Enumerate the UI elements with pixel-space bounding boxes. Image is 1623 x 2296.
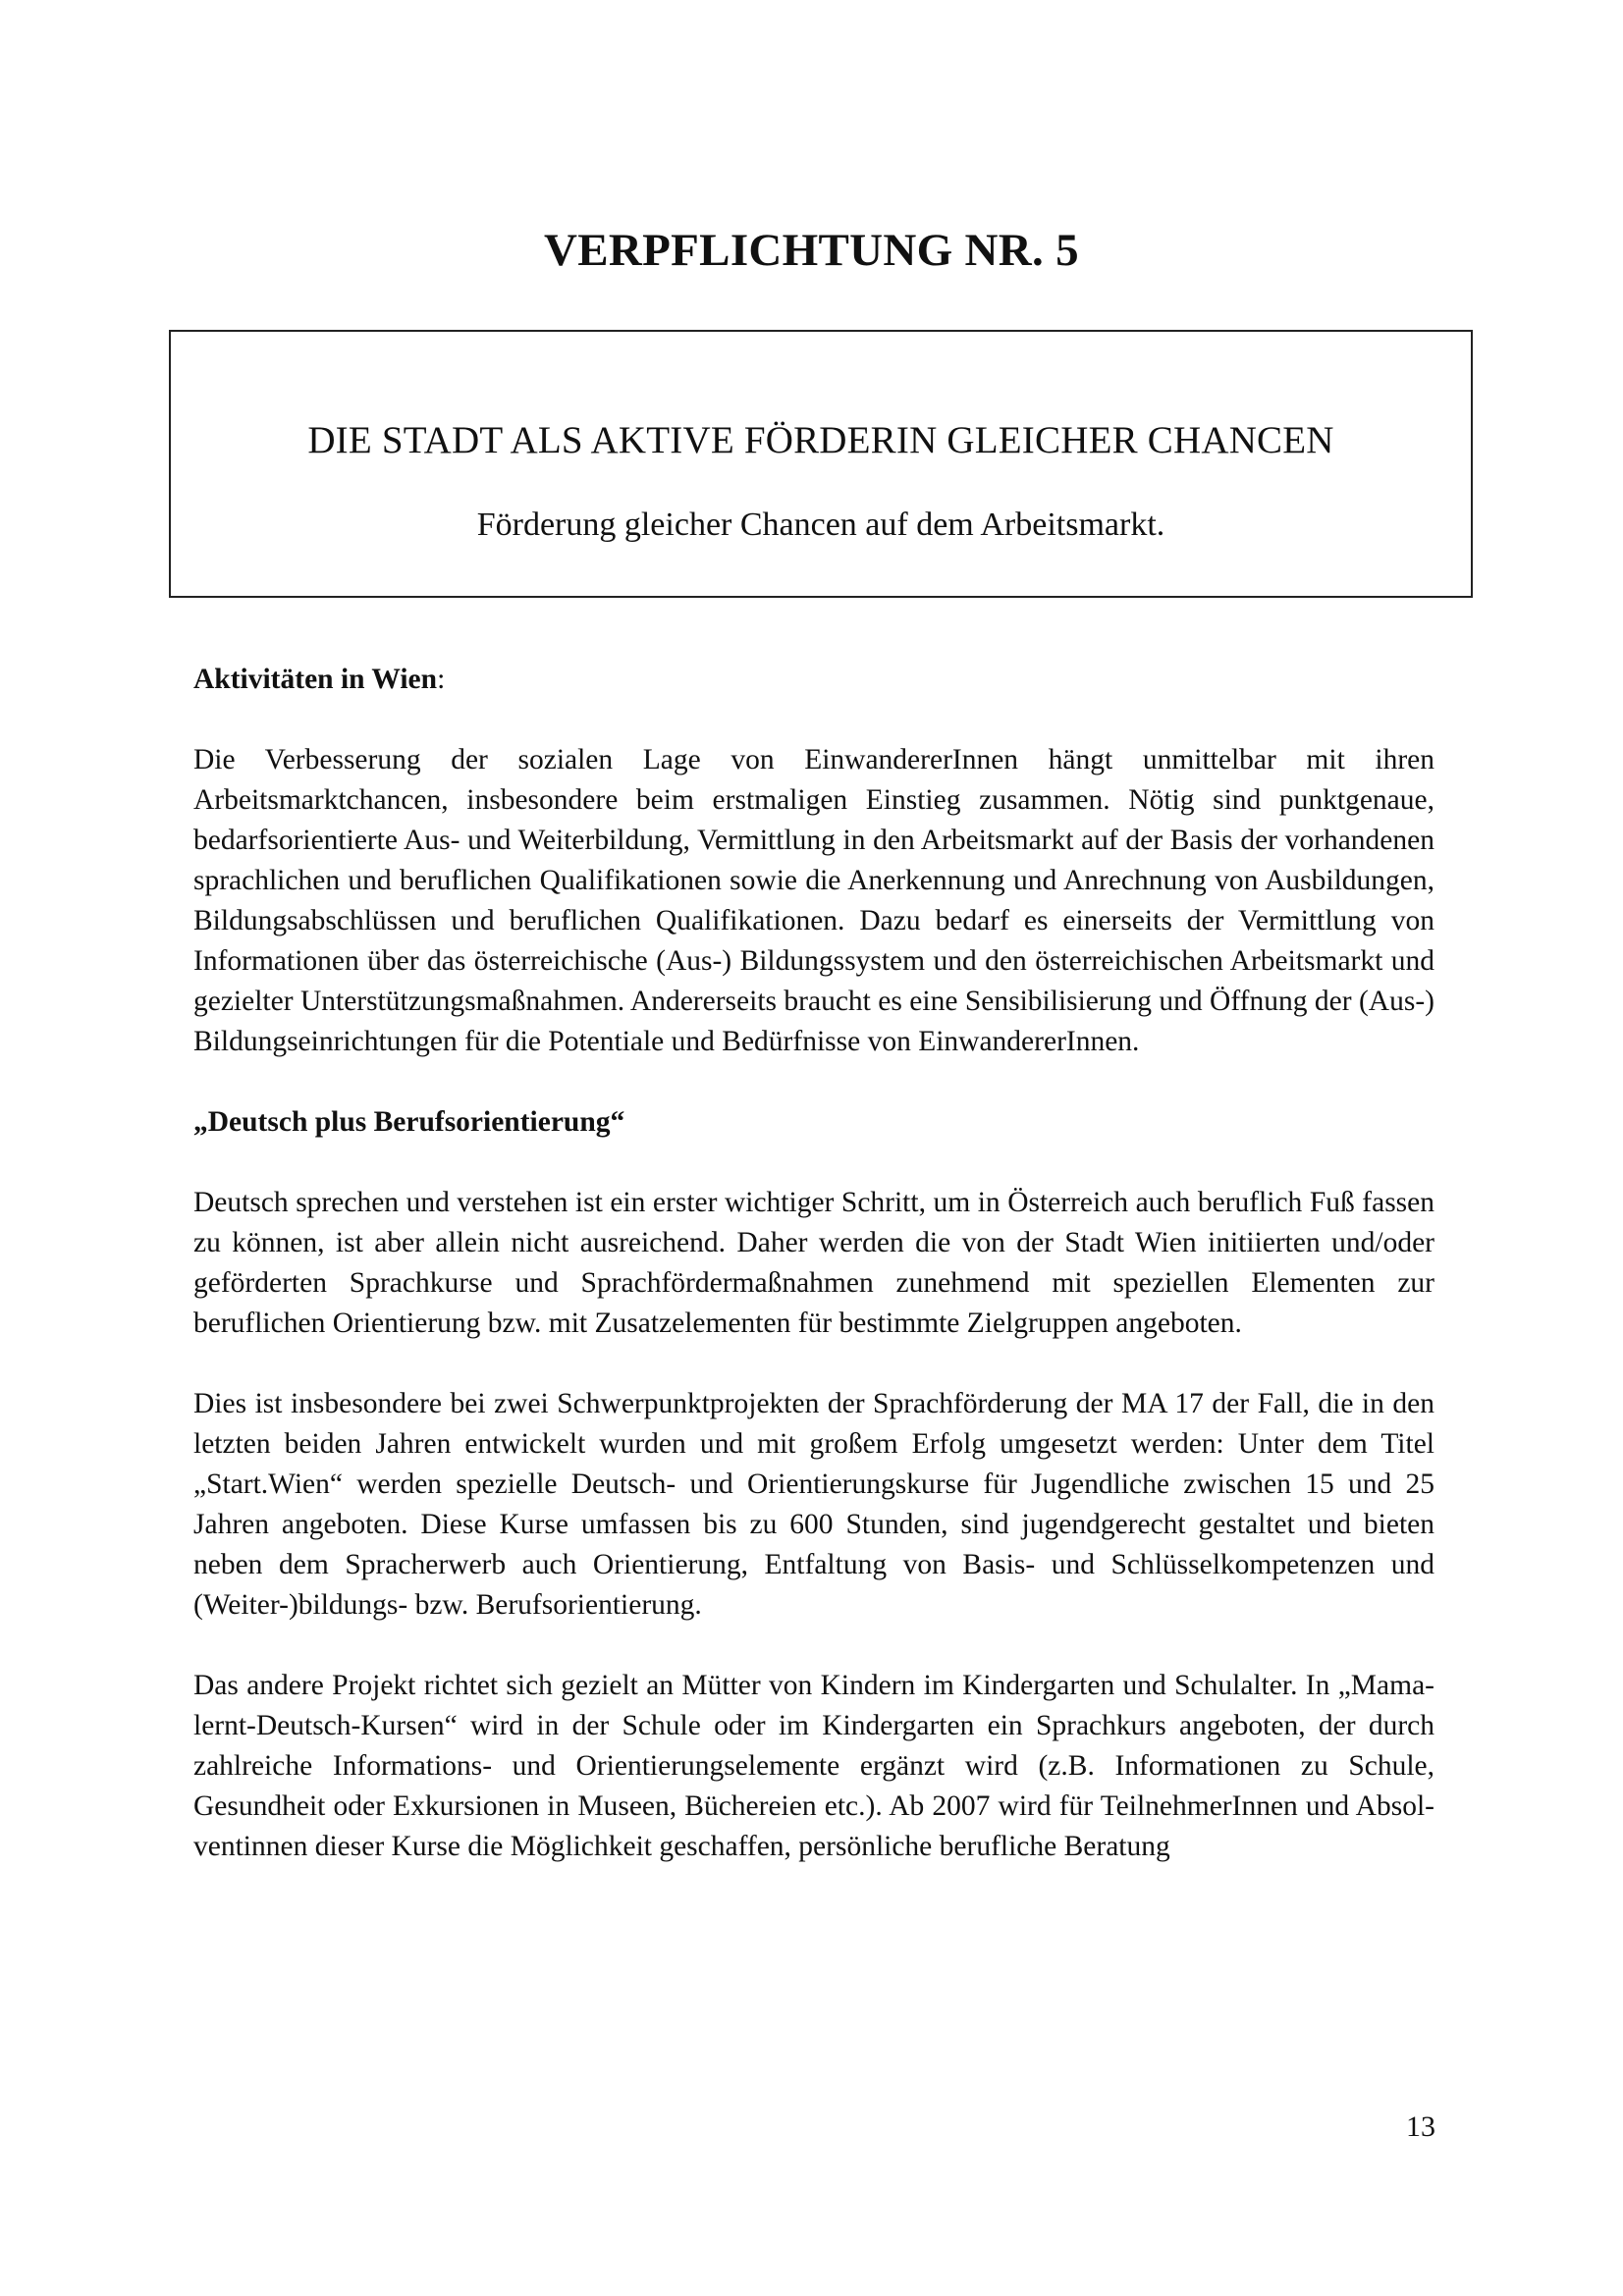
- section-heading-activities-text: Aktivitäten in Wien: [193, 664, 438, 695]
- paragraph-german-plus-2: Dies ist insbesondere bei zwei Schwerpunktprojekten der Sprachförderung der MA 17 der Fall, die in den letzten beiden Jahren entwickelt wurden und mit großem Erfolg umgesetzt werden: Unter dem Titel „Start.Wien“ werden spezielle Deutsch- und Orientierungskurse für Jugendliche zwischen 15 und 25 Jahren angeboten. Diese Kurse umfassen bis zu 600 Stunden, sind jugendgerecht gestaltet und bieten neben dem Spracherwerb auch Orientierung, Entfaltung von Basis- und Schlüsselkompetenzen und (Weiter-)bildungs- bzw. Berufsorientierung.: [193, 1388, 1434, 1621]
- document-body: [193, 660, 1434, 1907]
- page-number: 13: [1406, 2110, 1435, 2143]
- commitment-box: [169, 330, 1473, 598]
- box-subtitle: Förderung gleicher Chancen auf dem Arbeitsmarkt.: [476, 507, 1165, 543]
- section-heading-activities: [193, 660, 1434, 700]
- box-title: DIE STADT ALS AKTIVE FÖRDERIN GLEICHER CHANCEN: [307, 419, 1334, 461]
- paragraph-german-plus-1: Deutsch sprechen und verstehen ist ein erster wichtiger Schritt, um in Österreich auch beruflich Fuß fassen zu können, ist aber allein nicht ausreichend. Daher werden die von der Stadt Wien initiierten und/oder geförderten Sprachkurse und Sprachfördermaßnahmen zunehmend mit speziellen Elementen zur beruflichen Orientierung bzw. mit Zusatzelementen für bestimmte Zielgruppen angeboten.: [193, 1187, 1434, 1339]
- paragraph-german-plus-3: Das andere Projekt richtet sich gezielt an Mütter von Kindern im Kindergarten und Schulalter. In „Mama-lernt-Deutsch-Kursen“ wird in der Schule oder im Kindergarten ein Sprachkurs angeboten, der durch zahlreiche Informations- und Orientierungselemente ergänzt wird (z.B. Informationen zu Schule, Gesundheit oder Exkursionen in Museen, Büchereien etc.). Ab 2007 wird für TeilnehmerInnen und Absolventinnen dieser Kurse die Möglichkeit geschaffen, persönliche berufliche Beratung: [193, 1670, 1434, 1862]
- page-title: VERPFLICHTUNG NR. 5: [544, 225, 1079, 276]
- section-heading-german-plus: „Deutsch plus Berufsorientierung“: [193, 1106, 625, 1138]
- paragraph-activities: Die Verbesserung der sozialen Lage von EinwandererInnen hängt unmittelbar mit ihren Arbeitsmarktchancen, insbesondere beim erstmaligen Einstieg zusammen. Nötig sind punktgenaue, bedarfsorientierte Aus- und Weiterbildung, Vermittlung in den Arbeitsmarkt auf der Basis der vorhandenen sprachlichen und beruflichen Qualifikationen sowie die Anerkennung und Anrechnung von Ausbildungen, Bildungsabschlüssen und beruflichen Qualifikationen. Dazu bedarf es einerseits der Vermittlung von Informationen über das österreichische (Aus-) Bildungssystem und den österreichischen Arbeitsmarkt und gezielter Unterstützungsmaßnahmen. Andererseits braucht es eine Sensibilisierung und Öffnung der (Aus-) Bildungseinrichtungen für die Potentiale und Bedürfnisse von EinwandererInnen.: [193, 744, 1434, 1057]
- section-heading-colon: :: [437, 664, 446, 695]
